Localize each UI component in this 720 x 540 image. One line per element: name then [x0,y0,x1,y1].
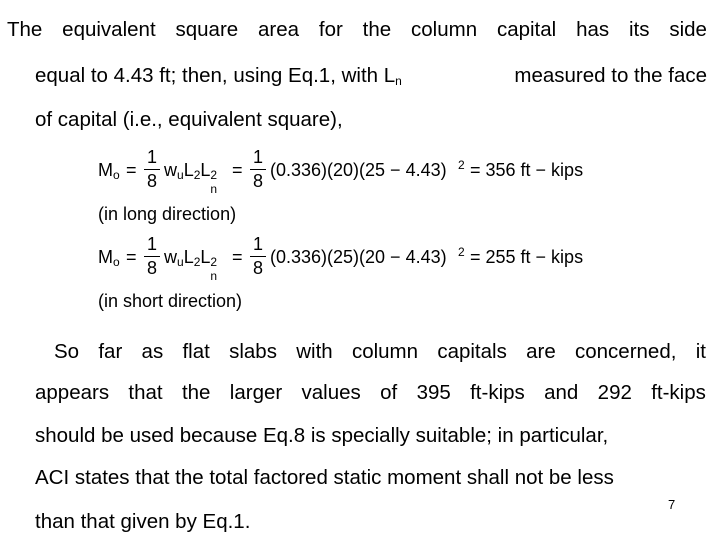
eq1-fraction-2: 1 8 [250,147,266,192]
word: concerned, [575,340,677,363]
word: values [301,381,361,404]
eq2-equals-2: = [232,247,243,267]
eq1-fraction: 1 8 [144,147,160,192]
paragraph1-line1-words [7,18,707,42]
eq1-equals: = [126,160,137,180]
eq2-direction: (in short direction) [98,291,243,311]
paragraph1-line2 [35,64,707,88]
word: equivalent [62,18,156,41]
paragraph2-line5: than that given by Eq.1. [35,510,251,533]
eq2-load-term: $w_uL_2L$ 2 n [164,247,218,283]
word: side [669,18,707,41]
eq1-factors: (0.336)(20)(25 − 4.43) [270,160,447,180]
word: with [296,340,333,363]
paragraph1-line1 [7,18,707,42]
word: 395 [416,381,451,404]
word: column [411,18,478,41]
paragraph2-line2 [35,381,706,405]
word: flat [182,340,210,363]
word: as [141,340,164,363]
word: its [628,18,650,41]
eq1-load-term: $w_uL_2L$ 2 n [164,160,218,196]
word: larger [229,381,283,404]
paragraph2-line1 [54,340,706,364]
word: So [54,340,80,363]
word: of [380,381,398,404]
word: ft-kips [470,381,525,404]
eq2-lhs: $M_o$ [98,247,120,269]
word: it [695,340,706,363]
subscript: n [395,74,402,88]
eq2-fraction: 1 8 [144,234,160,279]
eq2-equals: = [126,247,137,267]
word: capital [496,18,557,41]
paragraph2-line4: ACI states that the total factored static moment shall not be less [35,466,614,489]
word: that [128,381,163,404]
word: column [351,340,419,363]
word: slabs [229,340,277,363]
word: 292 [597,381,632,404]
eq2-factors: (0.336)(25)(20 − 4.43) [270,247,447,267]
eq1-equals-2: = [232,160,243,180]
eq2-square: 2 [458,245,465,259]
word: capitals [437,340,507,363]
word: ft-kips [651,381,706,404]
eq1-direction: (in long direction) [98,204,237,224]
word: and [544,381,579,404]
eq2-result: = 255 ft − kips [470,247,584,267]
paragraph1-line3: of capital (i.e., equivalent square), [35,108,343,131]
word: appears [35,381,110,404]
word: The [7,18,43,41]
word: has [576,18,610,41]
word: the [181,381,211,404]
eq1-result: = 356 ft − kips [470,160,584,180]
word: the [362,18,392,41]
word: far [98,340,123,363]
paragraph1-line2-lead [35,64,402,88]
eq2-fraction-2: 1 8 [250,234,266,279]
word: are [526,340,556,363]
page-number: 7 [668,497,676,512]
paragraph1-line2-tail: measured to the face [514,64,707,87]
text: equal to 4.43 ft; then, using Eq.1, with L [35,64,396,87]
word: square [175,18,239,41]
eq1-square: 2 [458,158,465,172]
eq1-lhs: $M_o$ [98,160,120,182]
word: area [258,18,300,41]
word: for [318,18,343,41]
paragraph2-line3: should be used because Eq.8 is specially suitable; in particular, [35,424,609,447]
